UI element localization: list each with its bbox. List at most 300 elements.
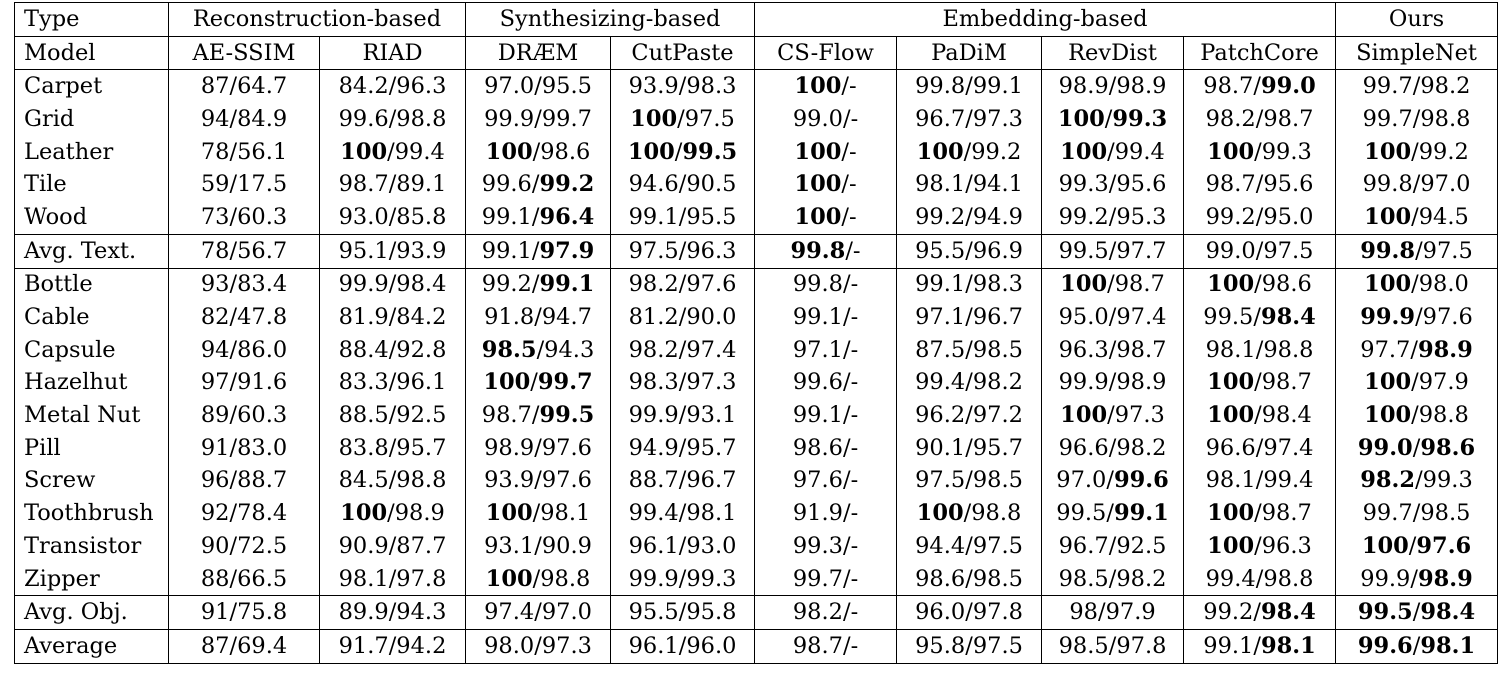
score-cell (1184, 70, 1336, 103)
image-auroc-value: 100 (1060, 271, 1108, 298)
image-auroc-value: 99.2 (1203, 599, 1254, 626)
separator: / (1412, 500, 1421, 527)
separator: / (229, 434, 238, 461)
model-cutpaste: CutPaste (611, 36, 755, 70)
score-cell (1184, 630, 1336, 664)
image-auroc-value: 98.3 (628, 369, 679, 396)
image-auroc-value: 99.9 (1360, 565, 1411, 592)
separator: / (1254, 402, 1262, 429)
pixel-auroc-value: 98.4 (1260, 304, 1316, 331)
score-cell (466, 136, 611, 169)
row-label: Bottle (15, 268, 169, 301)
score-cell (320, 367, 466, 400)
separator: / (387, 500, 395, 527)
score-cell (755, 301, 897, 334)
separator: / (388, 599, 397, 626)
table-row (15, 103, 1498, 136)
image-auroc-value: 90.1 (915, 434, 966, 461)
pixel-auroc-value: - (850, 599, 859, 626)
score-cell (897, 399, 1042, 432)
separator: / (678, 532, 687, 559)
table-row (15, 596, 1498, 630)
score-cell (1042, 334, 1184, 367)
score-cell (611, 301, 755, 334)
image-auroc-value: 99.2 (1058, 203, 1109, 230)
row-label: Transistor (15, 530, 169, 563)
pixel-auroc-value: 60.3 (237, 402, 288, 429)
pixel-auroc-value: 94.3 (396, 599, 447, 626)
score-cell (1042, 168, 1184, 201)
score-cell (466, 234, 611, 268)
separator: / (388, 304, 397, 331)
row-label: Tile (15, 168, 169, 201)
table-row (15, 530, 1498, 563)
separator: / (1255, 203, 1264, 230)
score-cell (1336, 530, 1498, 563)
pixel-auroc-value: 97.2 (972, 402, 1023, 429)
pixel-auroc-value: 97.6 (541, 434, 592, 461)
pixel-auroc-value: 93.1 (686, 402, 737, 429)
table-row (15, 367, 1498, 400)
score-cell (320, 530, 466, 563)
separator: / (1255, 434, 1264, 461)
score-cell (755, 201, 897, 234)
image-auroc-value: 100 (630, 105, 678, 132)
score-cell (897, 432, 1042, 465)
separator: / (1254, 532, 1262, 559)
image-auroc-value: 93.9 (628, 73, 679, 100)
image-auroc-value: 99.8 (790, 237, 846, 264)
image-auroc-value: 100 (1207, 402, 1255, 429)
separator: / (845, 237, 853, 264)
pixel-auroc-value: - (850, 565, 859, 592)
image-auroc-value: 88 (200, 565, 230, 592)
separator: / (842, 402, 851, 429)
image-auroc-value: 100 (340, 500, 388, 527)
score-cell (466, 70, 611, 103)
separator: / (678, 500, 687, 527)
pixel-auroc-value: 98.1 (686, 500, 737, 527)
separator: / (678, 402, 687, 429)
separator: / (1253, 632, 1261, 659)
separator: / (229, 500, 238, 527)
separator: / (530, 369, 538, 396)
pixel-auroc-value: 98.9 (1116, 369, 1167, 396)
separator: / (388, 434, 397, 461)
image-auroc-value: 100 (794, 171, 842, 198)
pixel-auroc-value: 90.0 (686, 304, 737, 331)
pixel-auroc-value: 98.9 (1417, 565, 1473, 592)
pixel-auroc-value: 89.1 (396, 171, 447, 198)
pixel-auroc-value: 87.7 (396, 532, 447, 559)
score-cell (466, 367, 611, 400)
pixel-auroc-value: 94.9 (972, 203, 1023, 230)
separator: / (1108, 565, 1117, 592)
image-auroc-value: 99.8 (1362, 171, 1413, 198)
image-auroc-value: 98.5 (1058, 632, 1109, 659)
image-auroc-value: 99.9 (338, 271, 389, 298)
pixel-auroc-value: 96.4 (539, 203, 595, 230)
group-header-row (15, 3, 1498, 37)
separator: / (532, 565, 541, 592)
image-auroc-value: 100 (1207, 532, 1255, 559)
separator: / (229, 632, 238, 659)
pixel-auroc-value: 97.9 (539, 237, 595, 264)
image-auroc-value: 83.3 (338, 369, 389, 396)
score-cell (1336, 367, 1498, 400)
separator: / (1255, 237, 1264, 264)
pixel-auroc-value: 98.7 (1116, 336, 1167, 363)
image-auroc-value: 99.7 (792, 565, 843, 592)
image-auroc-value: 93 (200, 271, 230, 298)
score-cell (897, 465, 1042, 498)
score-cell (1042, 630, 1184, 664)
image-auroc-value: 92 (200, 500, 230, 527)
row-label: Metal Nut (15, 399, 169, 432)
pixel-auroc-value: 97.9 (1105, 599, 1156, 626)
image-auroc-value: 100 (1364, 138, 1412, 165)
separator: / (1411, 402, 1419, 429)
image-auroc-value: 98.1 (915, 171, 966, 198)
separator: / (229, 105, 238, 132)
separator: / (1412, 632, 1421, 659)
separator: / (678, 336, 687, 363)
score-cell (169, 596, 320, 630)
score-cell (611, 201, 755, 234)
image-auroc-value: 97.0 (1056, 467, 1107, 494)
results-table (14, 2, 1498, 664)
pixel-auroc-value: 85.8 (396, 203, 447, 230)
pixel-auroc-value: 98.6 (1420, 434, 1476, 461)
image-auroc-value: 100 (1060, 138, 1108, 165)
pixel-auroc-value: 98.6 (1261, 271, 1312, 298)
score-cell (169, 234, 320, 268)
score-cell (466, 103, 611, 136)
separator: / (531, 402, 540, 429)
row-label: Avg. Text. (15, 234, 169, 268)
separator: / (1108, 237, 1117, 264)
image-auroc-value: 78 (200, 138, 230, 165)
score-cell (1336, 234, 1498, 268)
separator: / (1108, 336, 1117, 363)
pixel-auroc-value: 95.6 (1263, 171, 1314, 198)
image-auroc-value: 78 (200, 237, 230, 264)
score-cell (611, 432, 755, 465)
image-auroc-value: 99.0 (1205, 237, 1256, 264)
type-header: Type (15, 3, 169, 37)
image-auroc-value: 94.9 (628, 434, 679, 461)
image-auroc-value: 95.8 (915, 632, 966, 659)
separator: / (965, 434, 973, 461)
image-auroc-value: 99.3 (1058, 171, 1109, 198)
separator: / (965, 532, 973, 559)
pixel-auroc-value: - (852, 237, 861, 264)
separator: / (965, 632, 973, 659)
pixel-auroc-value: 98.5 (972, 336, 1023, 363)
pixel-auroc-value: 97.3 (686, 369, 737, 396)
pixel-auroc-value: 96.3 (396, 73, 447, 100)
score-cell (1336, 168, 1498, 201)
pixel-auroc-value: 99.7 (541, 105, 592, 132)
score-cell (320, 136, 466, 169)
image-auroc-value: 98.0 (484, 632, 535, 659)
separator: / (1415, 304, 1423, 331)
image-auroc-value: 99.6 (481, 171, 532, 198)
pixel-auroc-value: - (850, 304, 859, 331)
score-cell (1336, 596, 1498, 630)
pixel-auroc-value: 97.0 (541, 599, 592, 626)
table-row (15, 234, 1498, 268)
separator: / (842, 632, 851, 659)
separator: / (1107, 402, 1115, 429)
separator: / (965, 271, 973, 298)
pixel-auroc-value: 90.9 (541, 532, 592, 559)
image-auroc-value: 98.6 (915, 565, 966, 592)
score-cell (1336, 497, 1498, 530)
separator: / (229, 203, 238, 230)
pixel-auroc-value: 97.4 (686, 336, 737, 363)
separator: / (531, 171, 540, 198)
pixel-auroc-value: 98.2 (1116, 565, 1167, 592)
image-auroc-value: 97.5 (915, 467, 966, 494)
separator: / (388, 271, 397, 298)
separator: / (534, 304, 542, 331)
score-cell (169, 497, 320, 530)
score-cell (1042, 465, 1184, 498)
score-cell (611, 530, 755, 563)
score-cell (169, 399, 320, 432)
pixel-auroc-value: 92.5 (396, 402, 447, 429)
model-cs-flow: CS-Flow (755, 36, 897, 70)
separator: / (534, 105, 542, 132)
pixel-auroc-value: - (850, 369, 859, 396)
pixel-auroc-value: 96.0 (686, 632, 737, 659)
image-auroc-value: 98.9 (1058, 73, 1109, 100)
image-auroc-value: 99.8 (1360, 237, 1416, 264)
separator: / (229, 369, 238, 396)
model-ae-ssim: AE-SSIM (169, 36, 320, 70)
separator: / (1255, 171, 1264, 198)
separator: / (965, 237, 973, 264)
pixel-auroc-value: 95.5 (686, 203, 737, 230)
separator: / (678, 237, 687, 264)
row-label: Screw (15, 465, 169, 498)
score-cell (1184, 301, 1336, 334)
model-simplenet: SimpleNet (1336, 36, 1498, 70)
image-auroc-value: 95.5 (915, 237, 966, 264)
separator: / (1097, 599, 1106, 626)
score-cell (755, 334, 897, 367)
score-cell (755, 563, 897, 596)
separator: / (534, 73, 542, 100)
table-row (15, 630, 1498, 664)
pixel-auroc-value: 99.3 (686, 565, 737, 592)
score-cell (169, 630, 320, 664)
pixel-auroc-value: 94.1 (972, 171, 1023, 198)
image-auroc-value: 91.9 (792, 500, 843, 527)
score-cell (1042, 70, 1184, 103)
score-cell (755, 497, 897, 530)
pixel-auroc-value: 92.5 (1116, 532, 1167, 559)
group-reconstruction-based: Reconstruction-based (169, 3, 466, 37)
pixel-auroc-value: 95.7 (972, 434, 1023, 461)
pixel-auroc-value: 99.4 (1263, 467, 1314, 494)
separator: / (678, 434, 687, 461)
pixel-auroc-value: 99.3 (1112, 105, 1168, 132)
separator: / (388, 467, 397, 494)
row-label: Carpet (15, 70, 169, 103)
image-auroc-value: 98.7 (792, 632, 843, 659)
table-row (15, 70, 1498, 103)
image-auroc-value: 95.1 (338, 237, 389, 264)
image-auroc-value: 96.1 (628, 532, 679, 559)
image-auroc-value: 100 (483, 369, 531, 396)
score-cell (466, 399, 611, 432)
separator: / (842, 565, 851, 592)
table-row (15, 465, 1498, 498)
score-cell (320, 497, 466, 530)
separator: / (1255, 565, 1264, 592)
score-cell (1336, 201, 1498, 234)
separator: / (1253, 599, 1261, 626)
separator: / (842, 336, 851, 363)
separator: / (842, 434, 851, 461)
image-auroc-value: 100 (485, 565, 533, 592)
image-auroc-value: 100 (1364, 271, 1412, 298)
score-cell (897, 367, 1042, 400)
separator: / (1255, 336, 1264, 363)
separator: / (1415, 467, 1423, 494)
separator: / (678, 599, 687, 626)
pixel-auroc-value: 96.9 (972, 237, 1023, 264)
score-cell (1336, 432, 1498, 465)
image-auroc-value: 98 (1069, 599, 1098, 626)
separator: / (965, 203, 973, 230)
pixel-auroc-value: 98.7 (1261, 500, 1312, 527)
pixel-auroc-value: 97.8 (1116, 632, 1167, 659)
score-cell (1042, 497, 1184, 530)
separator: / (1412, 599, 1421, 626)
pixel-auroc-value: 99.3 (1422, 467, 1473, 494)
pixel-auroc-value: 98.9 (1417, 336, 1473, 363)
pixel-auroc-value: 97.6 (541, 467, 592, 494)
score-cell (320, 234, 466, 268)
separator: / (229, 73, 238, 100)
score-cell (1184, 367, 1336, 400)
separator: / (842, 467, 851, 494)
image-auroc-value: 98.5 (481, 336, 537, 363)
group-synthesizing-based: Synthesizing-based (466, 3, 755, 37)
pixel-auroc-value: 75.8 (237, 599, 288, 626)
pixel-auroc-value: 99.1 (539, 271, 595, 298)
score-cell (466, 465, 611, 498)
score-cell (169, 432, 320, 465)
separator: / (1412, 171, 1421, 198)
pixel-auroc-value: 94.5 (1418, 203, 1469, 230)
table-row (15, 168, 1498, 201)
separator: / (531, 271, 540, 298)
model-riad: RIAD (320, 36, 466, 70)
pixel-auroc-value: - (850, 532, 859, 559)
pixel-auroc-value: 98.4 (1261, 402, 1312, 429)
pixel-auroc-value: 98.1 (1420, 632, 1476, 659)
image-auroc-value: 99.6 (338, 105, 389, 132)
pixel-auroc-value: 98.8 (396, 105, 447, 132)
separator: / (965, 171, 973, 198)
score-cell (611, 399, 755, 432)
score-cell (1184, 432, 1336, 465)
separator: / (1108, 369, 1117, 396)
image-auroc-value: 96.3 (1058, 336, 1109, 363)
image-auroc-value: 93.1 (484, 532, 535, 559)
score-cell (1336, 301, 1498, 334)
pixel-auroc-value: 99.3 (1261, 138, 1312, 165)
image-auroc-value: 98.2 (1360, 467, 1416, 494)
score-cell (1336, 630, 1498, 664)
score-cell (755, 234, 897, 268)
pixel-auroc-value: 98.0 (1418, 271, 1469, 298)
score-cell (466, 596, 611, 630)
table-row (15, 563, 1498, 596)
separator: / (229, 599, 238, 626)
table-row (15, 201, 1498, 234)
pixel-auroc-value: 97.5 (972, 532, 1023, 559)
pixel-auroc-value: 98.9 (394, 500, 445, 527)
separator: / (532, 500, 541, 527)
image-auroc-value: 98.7 (1205, 171, 1256, 198)
pixel-auroc-value: - (850, 500, 859, 527)
image-auroc-value: 98.2 (628, 336, 679, 363)
pixel-auroc-value: 95.7 (396, 434, 447, 461)
separator: / (229, 271, 238, 298)
score-cell (897, 334, 1042, 367)
separator: / (1108, 203, 1117, 230)
separator: / (842, 599, 851, 626)
image-auroc-value: 99.9 (484, 105, 535, 132)
score-cell (897, 563, 1042, 596)
separator: / (534, 467, 542, 494)
pixel-auroc-value: 17.5 (237, 171, 288, 198)
table-row (15, 334, 1498, 367)
pixel-auroc-value: 69.4 (237, 632, 288, 659)
image-auroc-value: 89 (200, 402, 230, 429)
pixel-auroc-value: 97.4 (1116, 304, 1167, 331)
separator: / (678, 73, 687, 100)
score-cell (755, 103, 897, 136)
score-cell (1184, 497, 1336, 530)
separator: / (965, 467, 973, 494)
score-cell (611, 563, 755, 596)
separator: / (842, 532, 851, 559)
pixel-auroc-value: 97.8 (972, 599, 1023, 626)
score-cell (169, 70, 320, 103)
pixel-auroc-value: 94.7 (541, 304, 592, 331)
pixel-auroc-value: 99.6 (1113, 467, 1169, 494)
image-auroc-value: 94 (200, 105, 230, 132)
image-auroc-value: 100 (1361, 532, 1409, 559)
pixel-auroc-value: - (848, 171, 857, 198)
score-cell (1336, 268, 1498, 301)
score-cell (320, 268, 466, 301)
model-padim: PaDiM (897, 36, 1042, 70)
image-auroc-value: 96.0 (915, 599, 966, 626)
separator: / (534, 599, 542, 626)
score-cell (1042, 563, 1184, 596)
score-cell (1184, 563, 1336, 596)
separator: / (1108, 532, 1117, 559)
separator: / (1108, 632, 1117, 659)
separator: / (965, 565, 973, 592)
